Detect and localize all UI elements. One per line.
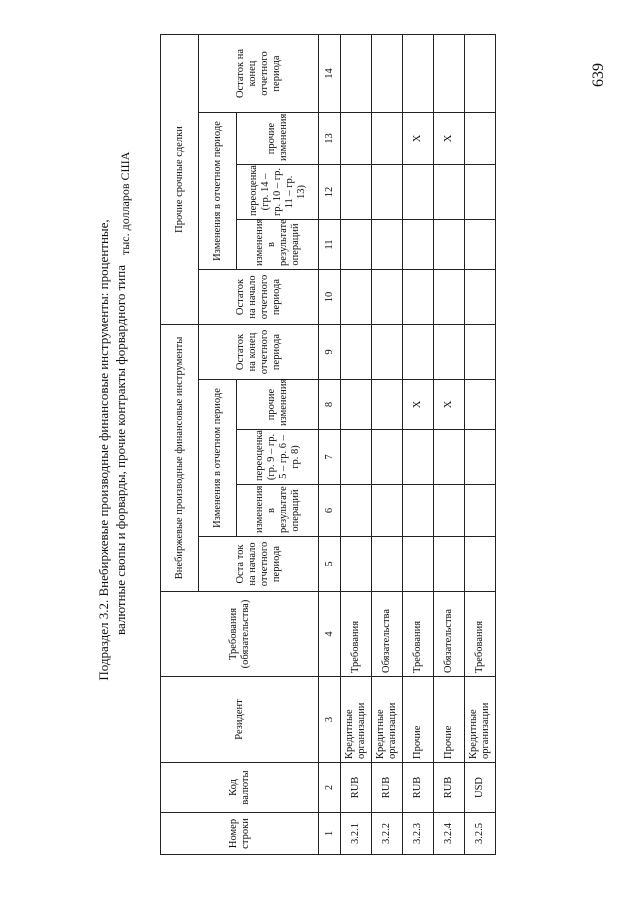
resident-type: Кредитные организации [465,677,496,763]
header-row-1 [161,35,199,855]
instruments-table [160,34,496,855]
header-opening-other: Остаток на начало отчетного периода [199,270,319,325]
cell-col13: X [434,113,465,165]
header-other-changes-2: прочие изменения [237,113,319,165]
colnum: 4 [319,592,341,677]
colnum: 2 [319,763,341,813]
row-number: 3.2.2 [372,813,403,855]
cell-col8 [341,380,372,430]
header-group-otc: Внебиржевые производные финансовые инструменты [161,325,199,592]
column-number-row [319,35,341,855]
colnum: 14 [319,35,341,113]
colnum: 6 [319,485,341,537]
colnum: 3 [319,677,341,763]
resident-type: Кредитные организации [341,677,372,763]
resident-type: Прочие [434,677,465,763]
colnum: 11 [319,220,341,270]
cell-col8 [372,380,403,430]
cell-col13 [465,113,496,165]
table-row [341,35,372,855]
header-resident: Резидент [161,677,319,763]
colnum: 9 [319,325,341,380]
title-line-1: Подраздел 3.2. Внебиржевые производные финансовые инструменты: процентные, [96,219,111,681]
currency-code: RUB [372,763,403,813]
colnum: 5 [319,537,341,592]
colnum: 1 [319,813,341,855]
header-closing-other: Остаток на конец отчетного периода [199,35,319,113]
claim-type: Обязательства [434,592,465,677]
currency-code: RUB [434,763,465,813]
currency-code: USD [465,763,496,813]
header-row-no: Номер строки [161,813,319,855]
units-label: тыс. долларов США [118,151,132,255]
claim-type: Требования [465,592,496,677]
cell-col8: X [434,380,465,430]
currency-code: RUB [341,763,372,813]
table-row [403,35,434,855]
claim-type: Обязательства [372,592,403,677]
title-line-2: валютные свопы и форварды, прочие контракты форвардного типа [113,265,128,635]
header-ops-other: изменения в результате операций [237,220,319,270]
row-number: 3.2.1 [341,813,372,855]
cell-col8 [465,380,496,430]
cell-col8: X [403,380,434,430]
resident-type: Прочие [403,677,434,763]
header-reval-other: переоценка (гр. 14 – гр. 10 – гр. 11 – гр. 13) [237,165,319,220]
colnum: 7 [319,430,341,485]
colnum: 10 [319,270,341,325]
header-ops: изменения в результате операций [237,485,319,537]
claim-type: Требования [341,592,372,677]
header-closing: Остаток на конец отчетного периода [199,325,319,380]
row-number: 3.2.4 [434,813,465,855]
header-other-changes: прочие изменения [237,380,319,430]
header-opening: Оста ток на начало отчетного периода [199,537,319,592]
header-claims: Требования (обязательства) [161,592,319,677]
table-row [465,35,496,855]
row-number: 3.2.3 [403,813,434,855]
page-number: 639 [590,63,607,87]
colnum: 12 [319,165,341,220]
cell-col13 [372,113,403,165]
currency-code: RUB [403,763,434,813]
colnum: 8 [319,380,341,430]
cell-col13: X [403,113,434,165]
table-row [372,35,403,855]
cell-col13 [341,113,372,165]
header-changes: Изменения в отчетном периоде [199,380,237,537]
header-reval: переоценка (гр. 9 – гр. 5 – гр. 6 – гр. 8) [237,430,319,485]
header-group-other: Прочие срочные сделки [161,35,199,325]
colnum: 13 [319,113,341,165]
header-changes-other: Изменения в отчетном периоде [199,113,237,270]
row-number: 3.2.5 [465,813,496,855]
header-currency: Код валюты [161,763,319,813]
table-row [434,35,465,855]
claim-type: Требования [403,592,434,677]
resident-type: Кредитные организации [372,677,403,763]
